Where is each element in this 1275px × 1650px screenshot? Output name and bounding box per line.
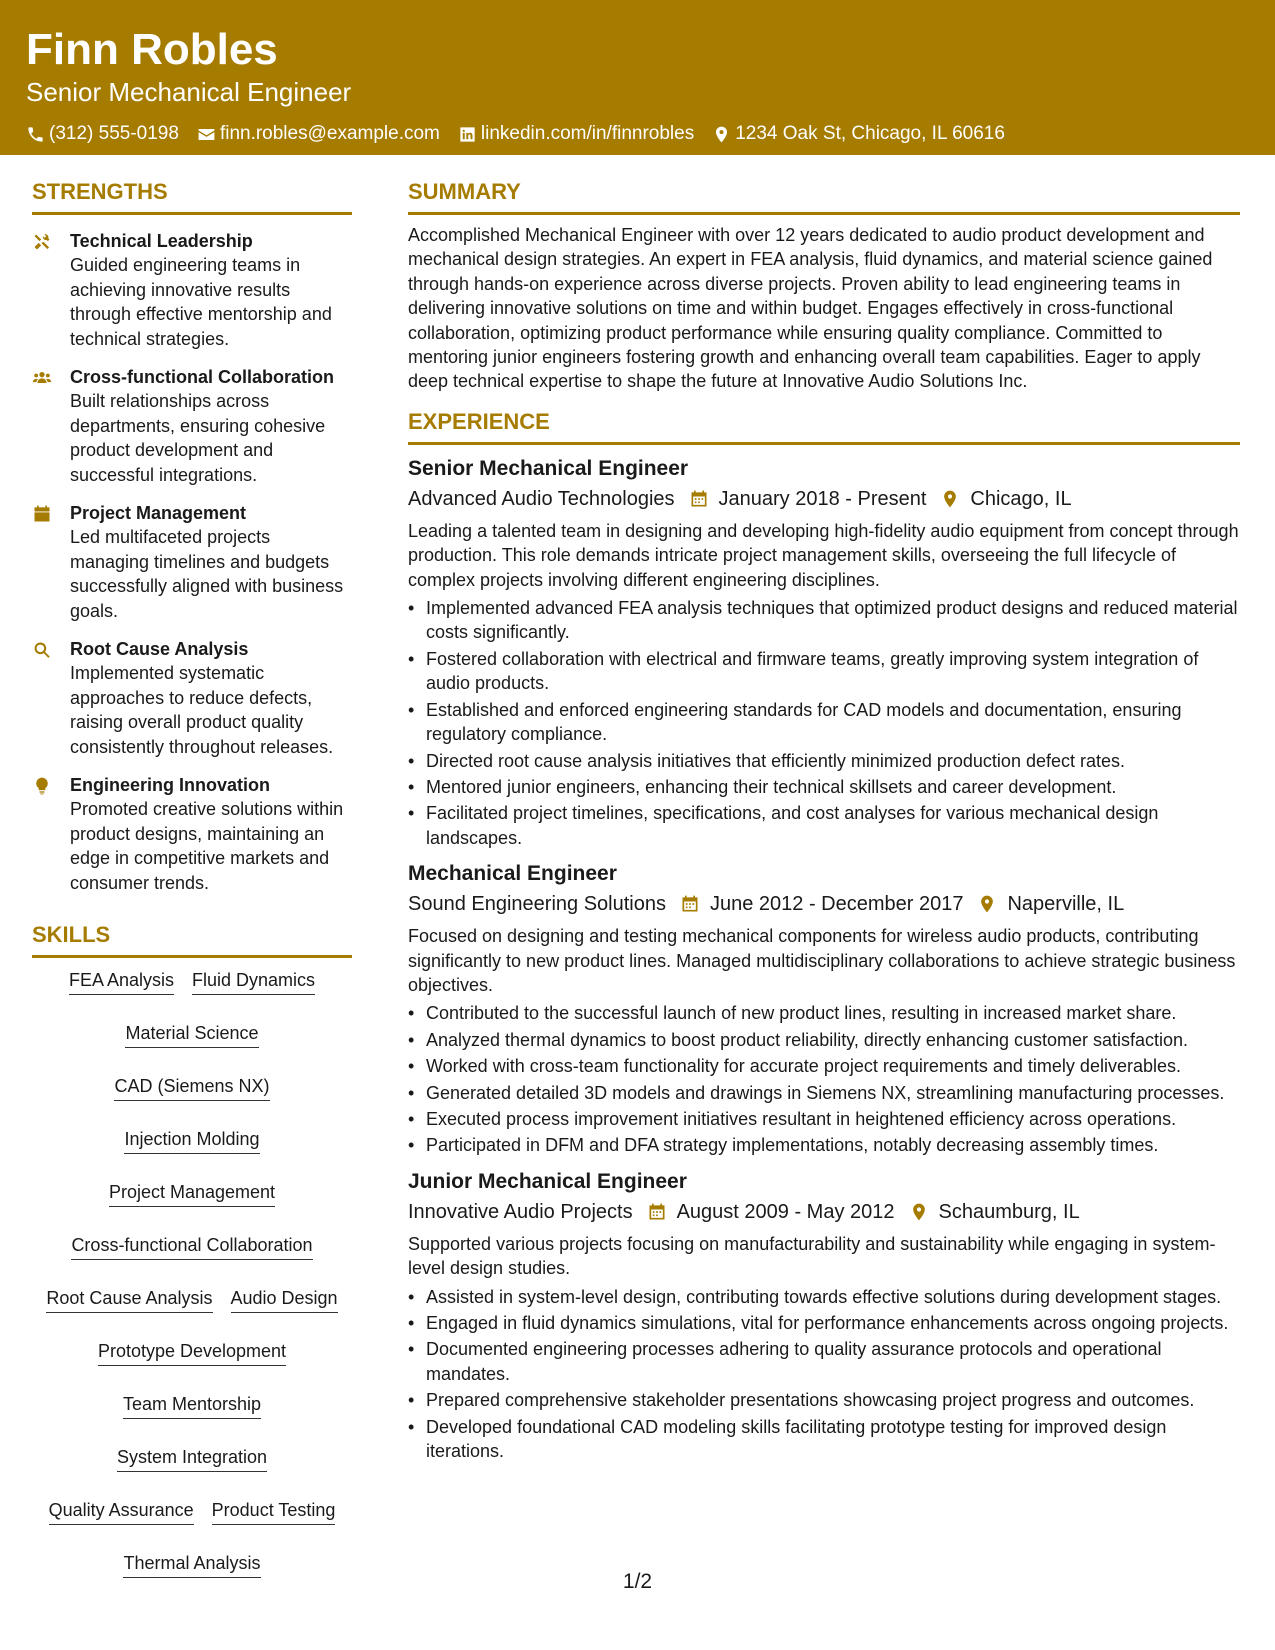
bullet-item: • Directed root cause analysis initiatives that efficiently minimized production defect rates. xyxy=(408,749,1240,773)
job-meta xyxy=(408,890,1240,918)
job-description: Supported various projects focusing on manufacturability and sustainability while engaging in system-level design studies. xyxy=(408,1233,1216,1279)
contact-phone[interactable] xyxy=(26,122,179,146)
skill-tag: Team Mentorship xyxy=(123,1392,261,1419)
bullet-text: Participated in DFM and DFA strategy implementations, notably decreasing assembly times. xyxy=(426,1135,1159,1156)
candidate-name: Finn Robles xyxy=(26,25,278,74)
bullet-text: Generated detailed 3D models and drawings in Siemens NX, streamlining manufacturing processes. xyxy=(426,1082,1225,1103)
candidate-role: Senior Mechanical Engineer xyxy=(26,77,352,107)
skills-heading: SKILLS xyxy=(32,921,352,958)
strength-item xyxy=(32,501,352,623)
bullet-text: Executed process improvement initiatives resultant in heightened efficiency across operations. xyxy=(426,1108,1177,1129)
contact-address xyxy=(712,122,1005,146)
job-bullets xyxy=(408,1285,1240,1464)
bullet-text: Documented engineering processes adhering to quality assurance protocols and operational mandates. xyxy=(426,1339,1162,1384)
phone-text: (312) 555-0198 xyxy=(49,123,179,144)
job-company: Innovative Audio Projects xyxy=(408,1200,633,1223)
map-pin-icon xyxy=(712,125,731,144)
search-icon xyxy=(32,640,52,660)
job-location: Naperville, IL xyxy=(1007,893,1125,916)
bullet-text: Facilitated project timelines, specifications, and cost analyses for various mechanical design landscapes. xyxy=(426,803,1159,848)
bullet-text: Analyzed thermal dynamics to boost product reliability, directly enhancing customer satisfaction. xyxy=(426,1029,1189,1050)
summary-text: Accomplished Mechanical Engineer with over 12 years dedicated to audio product development and mechanical design strategies. An expert in FEA analysis, fluid dynamics, and material science gained through hands-on experience across diverse projects. Proven ability to lead engineering teams in delivering innovative solutions on time and within budget. Engages effectively in cross-functional collaboration, optimizing product performance while ensuring quality compliance. Committed to mentoring junior engineers fostering growth and enhancing overall team capabilities. Eager to apply deep technical expertise to shape the future at Innovative Audio Solutions Inc. xyxy=(408,225,1213,392)
skill-tag: Quality Assurance xyxy=(49,1498,194,1525)
job-location: Schaumburg, IL xyxy=(938,1200,1080,1223)
job-meta xyxy=(408,485,1240,513)
job-title: Mechanical Engineer xyxy=(408,862,617,886)
job-description: Focused on designing and testing mechanical components for wireless audio products, contributing significantly to new product lines. Managed multidisciplinary collaborations to achieve strategic business objectives. xyxy=(408,926,1236,995)
strength-item xyxy=(32,637,352,759)
map-pin-icon xyxy=(909,1202,929,1222)
bullet-item: • Developed foundational CAD modeling skills facilitating prototype testing for improved design iterations. xyxy=(408,1415,1240,1464)
bullet-text: Assisted in system-level design, contributing towards effective solutions during development stages. xyxy=(426,1286,1222,1307)
bullet-item: • Generated detailed 3D models and drawings in Siemens NX, streamlining manufacturing processes. xyxy=(408,1081,1240,1105)
skill-tag: CAD (Siemens NX) xyxy=(114,1074,269,1101)
contact-bar xyxy=(26,122,1249,146)
skill-tag: Audio Design xyxy=(231,1286,338,1313)
map-pin-icon xyxy=(940,489,960,509)
resume-header xyxy=(0,0,1275,155)
strength-desc: Guided engineering teams in achieving innovative results through effective mentorship and technical strategies. xyxy=(70,255,332,349)
lightbulb-icon xyxy=(32,776,52,796)
bullet-item: • Implemented advanced FEA analysis techniques that optimized product designs and reduced material costs significantly. xyxy=(408,596,1240,645)
strength-desc: Promoted creative solutions within product designs, maintaining an edge in competitive markets and consumer trends. xyxy=(70,799,344,893)
page-indicator: 1/2 xyxy=(622,1570,653,1593)
phone-icon xyxy=(26,125,45,144)
bullet-item: • Fostered collaboration with electrical and firmware teams, greatly improving system integration of audio products. xyxy=(408,647,1240,696)
strength-title: Project Management xyxy=(70,503,247,523)
skill-tag: Prototype Development xyxy=(98,1339,286,1366)
calendar-icon xyxy=(689,489,709,509)
address-text: 1234 Oak St, Chicago, IL 60616 xyxy=(735,123,1005,144)
strength-desc: Implemented systematic approaches to reduce defects, raising overall product quality consistently throughout releases. xyxy=(70,663,334,757)
strength-title: Cross-functional Collaboration xyxy=(70,367,335,387)
strength-desc: Led multifaceted projects managing timelines and budgets successfully aligned with business goals. xyxy=(70,527,344,621)
strength-item xyxy=(32,365,352,487)
bullet-text: Implemented advanced FEA analysis techniques that optimized product designs and reduced material costs significantly. xyxy=(426,598,1238,643)
left-column xyxy=(32,178,352,1578)
map-pin-icon xyxy=(977,894,997,914)
summary-heading: SUMMARY xyxy=(408,178,1240,215)
strength-desc: Built relationships across departments, ensuring cohesive product development and successful integrations. xyxy=(70,391,326,485)
contact-email[interactable] xyxy=(197,122,440,146)
skill-tag: FEA Analysis xyxy=(69,968,174,995)
bullet-item: • Prepared comprehensive stakeholder presentations showcasing project progress and outcomes. xyxy=(408,1388,1240,1412)
job-company: Sound Engineering Solutions xyxy=(408,893,666,916)
users-icon xyxy=(32,368,52,388)
bullet-text: Directed root cause analysis initiatives that efficiently minimized production defect rates. xyxy=(426,750,1126,771)
strengths-heading: STRENGTHS xyxy=(32,178,352,215)
bullet-item: • Participated in DFM and DFA strategy implementations, notably decreasing assembly times. xyxy=(408,1133,1240,1157)
bullet-item: • Analyzed thermal dynamics to boost product reliability, directly enhancing customer satisfaction. xyxy=(408,1028,1240,1052)
skill-tag: System Integration xyxy=(117,1445,267,1472)
bullet-text: Established and enforced engineering standards for CAD models and documentation, ensuring regulatory compliance. xyxy=(426,699,1182,745)
bullet-item: • Facilitated project timelines, specifications, and cost analyses for various mechanical design landscapes. xyxy=(408,801,1240,850)
bullet-item: • Documented engineering processes adhering to quality assurance protocols and operational mandates. xyxy=(408,1337,1240,1386)
job-bullets xyxy=(408,1001,1240,1157)
right-column xyxy=(408,178,1240,1463)
contact-linkedin[interactable] xyxy=(458,122,694,146)
job-entry xyxy=(408,455,1240,850)
bullet-text: Developed foundational CAD modeling skills facilitating prototype testing for improved design iterations. xyxy=(426,1416,1167,1462)
skills-list xyxy=(32,968,352,1578)
skill-tag: Product Testing xyxy=(212,1498,336,1525)
skill-tag: Material Science xyxy=(125,1021,258,1048)
linkedin-icon xyxy=(458,125,477,144)
bullet-item: • Contributed to the successful launch of new product lines, resulting in increased market share. xyxy=(408,1001,1240,1025)
skill-tag: Thermal Analysis xyxy=(123,1551,260,1578)
job-dates: January 2018 - Present xyxy=(718,487,927,510)
job-entry xyxy=(408,1168,1240,1464)
skill-tag: Fluid Dynamics xyxy=(192,968,315,995)
skill-tag: Project Management xyxy=(109,1180,275,1207)
calendar-icon xyxy=(680,894,700,914)
bullet-text: Engaged in fluid dynamics simulations, vital for performance enhancements across ongoing projects. xyxy=(426,1313,1229,1333)
bullet-text: Fostered collaboration with electrical and firmware teams, greatly improving system integration of audio products. xyxy=(426,648,1199,694)
skill-tag: Cross-functional Collaboration xyxy=(71,1233,312,1260)
strength-item xyxy=(32,773,352,895)
strength-title: Engineering Innovation xyxy=(70,775,271,795)
job-title: Senior Mechanical Engineer xyxy=(408,456,689,480)
job-company: Advanced Audio Technologies xyxy=(408,487,675,510)
strength-title: Root Cause Analysis xyxy=(70,639,249,659)
email-text: finn.robles@example.com xyxy=(219,123,440,144)
envelope-icon xyxy=(197,125,216,144)
skill-tag: Root Cause Analysis xyxy=(46,1286,212,1313)
bullet-item: • Worked with cross-team functionality for accurate project requirements and timely deliverables. xyxy=(408,1054,1240,1078)
strength-title: Technical Leadership xyxy=(70,231,253,251)
bullet-text: Prepared comprehensive stakeholder presentations showcasing project progress and outcomes. xyxy=(426,1390,1195,1411)
job-dates: June 2012 - December 2017 xyxy=(709,893,964,916)
job-entry xyxy=(408,860,1240,1158)
job-dates: August 2009 - May 2012 xyxy=(676,1200,895,1223)
bullet-item: • Assisted in system-level design, contributing towards effective solutions during development stages. xyxy=(408,1285,1240,1309)
bullet-item: • Executed process improvement initiatives resultant in heightened efficiency across operations. xyxy=(408,1107,1240,1131)
calendar-icon xyxy=(647,1202,667,1222)
bullet-item: • Engaged in fluid dynamics simulations, vital for performance enhancements across ongoing projects. xyxy=(408,1311,1240,1335)
job-description: Leading a talented team in designing and developing high-fidelity audio equipment from concept through production. This role demands intricate project management skills, overseeing the full lifecycle of complex projects involving different engineering disciplines. xyxy=(408,520,1239,590)
job-bullets xyxy=(408,596,1240,850)
job-title: Junior Mechanical Engineer xyxy=(408,1169,687,1193)
tools-icon xyxy=(32,232,52,252)
bullet-text: Mentored junior engineers, enhancing their technical skillsets and career development. xyxy=(426,776,1117,797)
skill-tag: Injection Molding xyxy=(124,1127,259,1154)
bullet-item: • Established and enforced engineering standards for CAD models and documentation, ensuring regulatory compliance. xyxy=(408,698,1240,747)
strength-item xyxy=(32,229,352,351)
calendar-icon xyxy=(32,504,52,524)
experience-heading: EXPERIENCE xyxy=(408,408,1240,445)
bullet-text: Worked with cross-team functionality for accurate project requirements and timely deliverables. xyxy=(426,1056,1181,1077)
linkedin-text: linkedin.com/in/finnrobles xyxy=(480,123,695,144)
bullet-text: Contributed to the successful launch of new product lines, resulting in increased market share. xyxy=(426,1003,1177,1024)
job-meta xyxy=(408,1198,1240,1226)
job-location: Chicago, IL xyxy=(970,487,1072,510)
bullet-item: • Mentored junior engineers, enhancing their technical skillsets and career development. xyxy=(408,775,1240,799)
